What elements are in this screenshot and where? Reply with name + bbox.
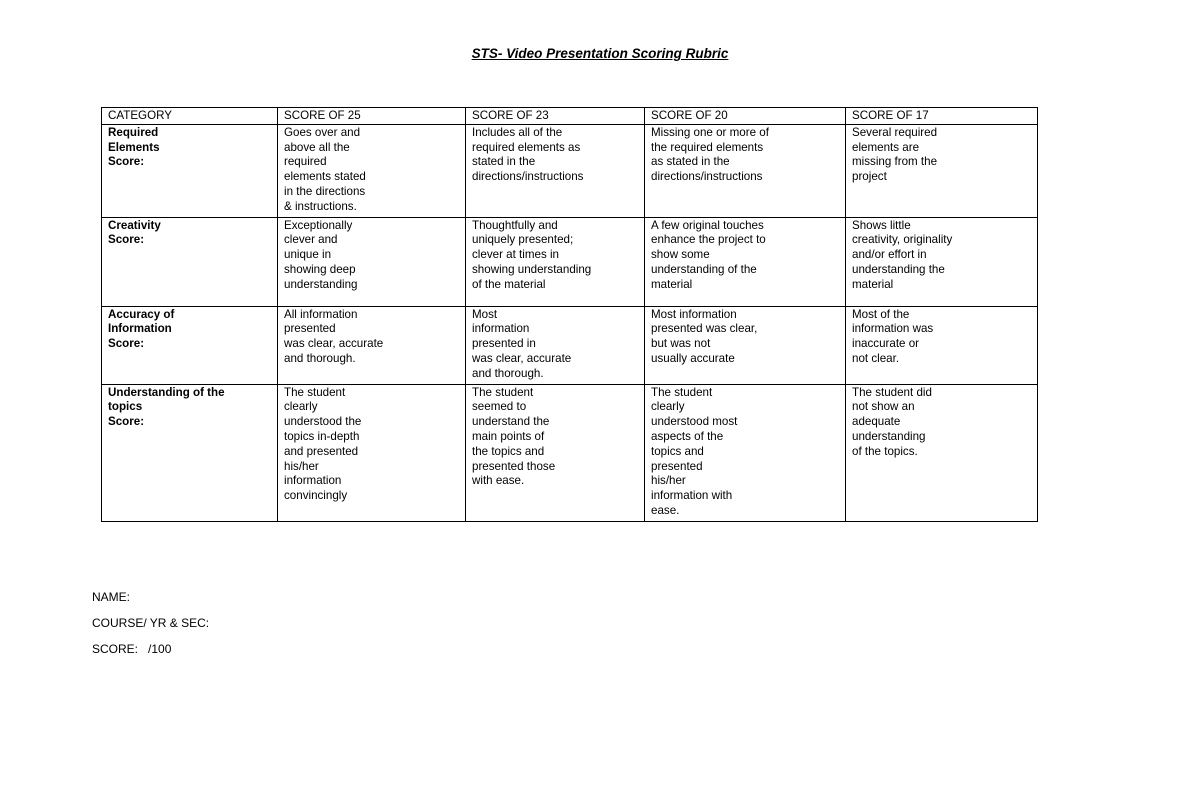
- cell-line: Shows little: [852, 218, 911, 232]
- cell-line: not show an: [852, 400, 915, 414]
- score-20-cell: [645, 384, 846, 521]
- cell-line: and thorough.: [284, 351, 356, 365]
- cell-line: presented: [651, 459, 703, 473]
- cell-line: The student: [651, 385, 713, 399]
- cell-line: was clear, accurate: [472, 351, 572, 365]
- score-20-cell: [645, 306, 846, 384]
- cell-line: elements stated: [284, 170, 366, 184]
- cell-line: presented in: [472, 337, 536, 351]
- category-line: Accuracy of: [108, 307, 175, 321]
- table-row: [102, 306, 1038, 384]
- cell-line: A few original touches: [651, 218, 764, 232]
- cell-line: and thorough.: [472, 366, 544, 380]
- cell-line: directions/instructions: [472, 170, 584, 184]
- cell-line: Missing one or more of: [651, 125, 769, 139]
- category-line: Understanding of the: [108, 385, 225, 399]
- cell-line: clever at times in: [472, 248, 559, 262]
- cell-line: convincingly: [284, 489, 348, 503]
- category-line: Required: [108, 125, 159, 139]
- course-label: COURSE/ YR & SEC:: [92, 616, 210, 630]
- cell-line: directions/instructions: [651, 170, 763, 184]
- category-line: Score:: [108, 415, 145, 429]
- cell-line: topics in-depth: [284, 429, 360, 443]
- cell-line: showing understanding: [472, 262, 592, 276]
- cell-line: information: [472, 322, 530, 336]
- cell-line: Most of the: [852, 307, 910, 321]
- cell-line: with ease.: [472, 474, 525, 488]
- cell-line: aspects of the: [651, 429, 724, 443]
- category-cell: [102, 306, 278, 384]
- rubric-table-body: [102, 124, 1038, 521]
- cell-line: but was not: [651, 337, 711, 351]
- cell-line: topics and: [651, 444, 704, 458]
- score-25-cell: [278, 306, 466, 384]
- category-cell: [102, 124, 278, 217]
- cell-line: as stated in the: [651, 155, 730, 169]
- score-20-cell: [645, 124, 846, 217]
- score-label: SCORE: /100: [92, 642, 172, 656]
- score-23-cell: [466, 306, 645, 384]
- score-17-cell: [846, 124, 1038, 217]
- cell-line: information was: [852, 322, 934, 336]
- table-row: [102, 124, 1038, 217]
- category-line: Score:: [108, 155, 145, 169]
- cell-line: All information: [284, 307, 358, 321]
- rubric-table: [101, 107, 1038, 522]
- table-row: [102, 384, 1038, 521]
- category-line: Elements: [108, 140, 160, 154]
- cell-line: and presented: [284, 444, 359, 458]
- cell-line: enhance the project to: [651, 233, 766, 247]
- category-line: Information: [108, 322, 172, 336]
- cell-line: understood most: [651, 415, 738, 429]
- score-25-cell: [278, 384, 466, 521]
- category-line: Score:: [108, 233, 145, 247]
- cell-line: understand the: [472, 415, 550, 429]
- header-score-25: SCORE OF 25: [278, 108, 466, 125]
- cell-line: seemed to: [472, 400, 527, 414]
- cell-line: understanding: [852, 429, 926, 443]
- cell-line: show some: [651, 248, 710, 262]
- cell-line: was clear, accurate: [284, 337, 384, 351]
- cell-line: of the topics.: [852, 444, 918, 458]
- cell-line: understanding: [284, 277, 358, 291]
- document-title: STS- Video Presentation Scoring Rubric: [471, 46, 729, 61]
- category-line: topics: [108, 400, 143, 414]
- cell-line: usually accurate: [651, 351, 735, 365]
- cell-line: the topics and: [472, 444, 545, 458]
- score-17-cell: [846, 217, 1038, 306]
- cell-line: The student: [472, 385, 534, 399]
- cell-line: & instructions.: [284, 199, 357, 213]
- cell-line: clever and: [284, 233, 338, 247]
- cell-line: understood the: [284, 415, 362, 429]
- cell-line: the required elements: [651, 140, 764, 154]
- cell-line: Several required: [852, 125, 938, 139]
- cell-line: understanding of the: [651, 262, 757, 276]
- cell-line: required elements as: [472, 140, 581, 154]
- cell-line: clearly: [651, 400, 685, 414]
- cell-line: Includes all of the: [472, 125, 563, 139]
- cell-line: information with: [651, 489, 733, 503]
- score-17-cell: [846, 306, 1038, 384]
- score-25-cell: [278, 217, 466, 306]
- cell-line: inaccurate or: [852, 337, 920, 351]
- cell-line: and/or effort in: [852, 248, 927, 262]
- cell-line: uniquely presented;: [472, 233, 574, 247]
- score-23-cell: [466, 124, 645, 217]
- cell-line: material: [852, 277, 894, 291]
- cell-line: presented those: [472, 459, 556, 473]
- cell-line: adequate: [852, 415, 901, 429]
- header-category: CATEGORY: [102, 108, 278, 125]
- table-header-row: [102, 108, 1038, 125]
- cell-line: of the material: [472, 277, 546, 291]
- score-17-cell: [846, 384, 1038, 521]
- header-score-17: SCORE OF 17: [846, 108, 1038, 125]
- cell-line: material: [651, 277, 693, 291]
- cell-line: his/her: [651, 474, 686, 488]
- cell-line: not clear.: [852, 351, 900, 365]
- cell-line: The student did: [852, 385, 932, 399]
- cell-line: presented was clear,: [651, 322, 758, 336]
- cell-line: required: [284, 155, 327, 169]
- cell-line: in the directions: [284, 184, 366, 198]
- cell-line: The student: [284, 385, 346, 399]
- cell-line: Goes over and: [284, 125, 361, 139]
- score-20-cell: [645, 217, 846, 306]
- cell-line: showing deep: [284, 262, 356, 276]
- cell-line: main points of: [472, 429, 545, 443]
- header-score-23: SCORE OF 23: [466, 108, 645, 125]
- header-score-20: SCORE OF 20: [645, 108, 846, 125]
- cell-line: Thoughtfully and: [472, 218, 558, 232]
- cell-line: stated in the: [472, 155, 536, 169]
- cell-line: information: [284, 474, 342, 488]
- score-25-cell: [278, 124, 466, 217]
- cell-line: above all the: [284, 140, 350, 154]
- cell-line: Most: [472, 307, 498, 321]
- category-cell: [102, 384, 278, 521]
- cell-line: elements are: [852, 140, 920, 154]
- category-line: Creativity: [108, 218, 161, 232]
- cell-line: presented: [284, 322, 336, 336]
- cell-line: Most information: [651, 307, 737, 321]
- cell-line: Exceptionally: [284, 218, 353, 232]
- name-label: NAME:: [92, 590, 131, 604]
- table-row: [102, 217, 1038, 306]
- cell-line: clearly: [284, 400, 318, 414]
- cell-line: ease.: [651, 503, 680, 517]
- cell-line: missing from the: [852, 155, 938, 169]
- cell-line: project: [852, 170, 887, 184]
- cell-line: unique in: [284, 248, 332, 262]
- cell-line: his/her: [284, 459, 319, 473]
- category-line: Score:: [108, 337, 145, 351]
- score-23-cell: [466, 217, 645, 306]
- score-23-cell: [466, 384, 645, 521]
- category-cell: [102, 217, 278, 306]
- cell-line: creativity, originality: [852, 233, 953, 247]
- cell-line: understanding the: [852, 262, 945, 276]
